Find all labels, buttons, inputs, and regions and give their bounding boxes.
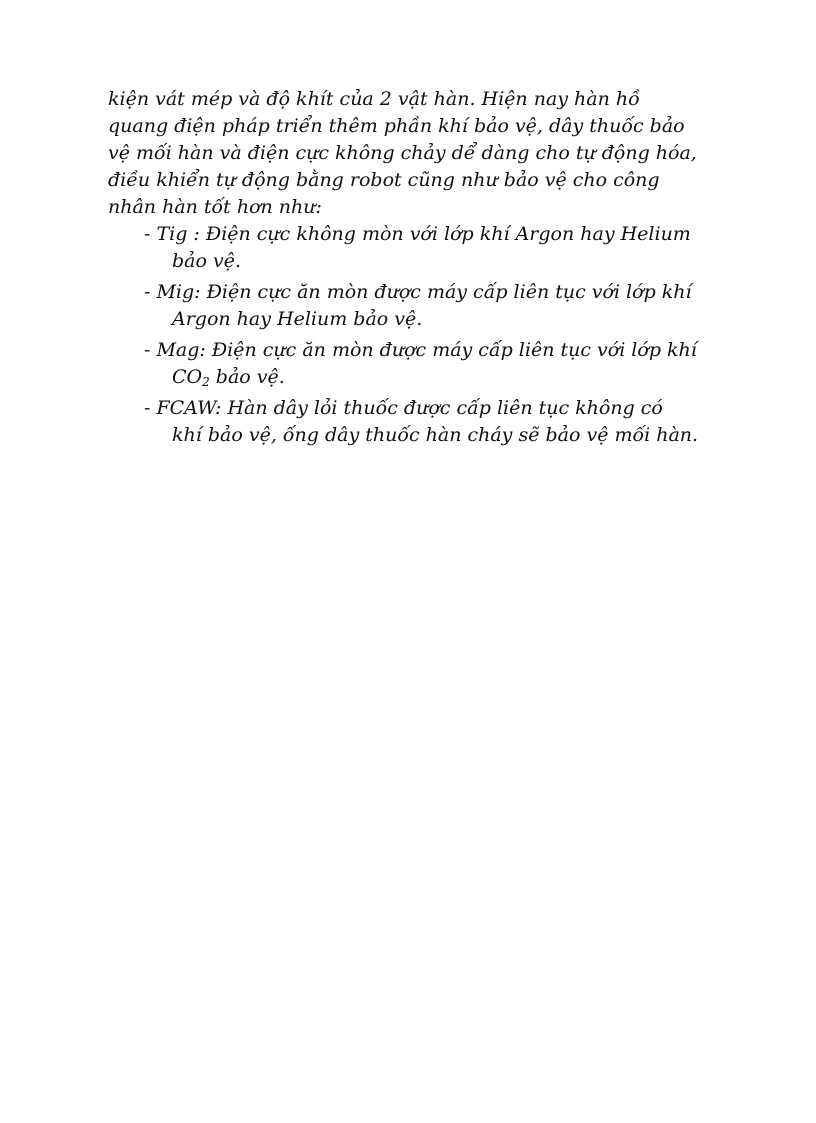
welding-methods-list [108, 221, 748, 449]
co2-formula-suffix: bảo vệ. [209, 366, 285, 388]
list-item-mag [144, 337, 748, 391]
list-item-mig [144, 279, 748, 333]
list-item-line: - Mig: Điện cực ăn mòn được máy cấp liên tục với lớp khí [144, 281, 692, 303]
paragraph-line: điều khiển tự động bằng robot cũng như bảo vệ cho công [108, 169, 660, 191]
co2-formula-prefix: CO [172, 366, 203, 388]
paragraph-line: nhân hàn tốt hơn như: [108, 196, 322, 218]
list-item-continuation: khí bảo vệ, ống dây thuốc hàn cháy sẽ bảo vệ mối hàn. [172, 424, 699, 446]
paragraph-line: kiện vát mép và độ khít của 2 vật hàn. Hiện nay hàn hồ [108, 88, 640, 110]
paragraph-line: quang điện pháp triển thêm phần khí bảo vệ, dây thuốc bảo [108, 115, 685, 137]
list-item-line: - FCAW: Hàn dây lỏi thuốc được cấp liên tục không có [144, 397, 663, 419]
list-item-continuation [144, 364, 748, 391]
list-item-tig [144, 221, 748, 275]
list-item-line: - Tig : Điện cực không mòn với lớp khí Argon hay Helium [144, 223, 691, 245]
list-item-continuation: Argon hay Helium bảo vệ. [172, 308, 423, 330]
intro-paragraph [108, 86, 748, 221]
list-item-line: - Mag: Điện cực ăn mòn được máy cấp liên tục với lớp khí [144, 339, 697, 361]
list-item-fcaw [144, 395, 748, 449]
co2-formula-subscript: 2 [202, 375, 210, 389]
document-body [108, 86, 748, 453]
list-item-continuation: bảo vệ. [172, 250, 241, 272]
paragraph-line: vệ mối hàn và điện cực không chảy dể dàng cho tự động hóa, [108, 142, 697, 164]
